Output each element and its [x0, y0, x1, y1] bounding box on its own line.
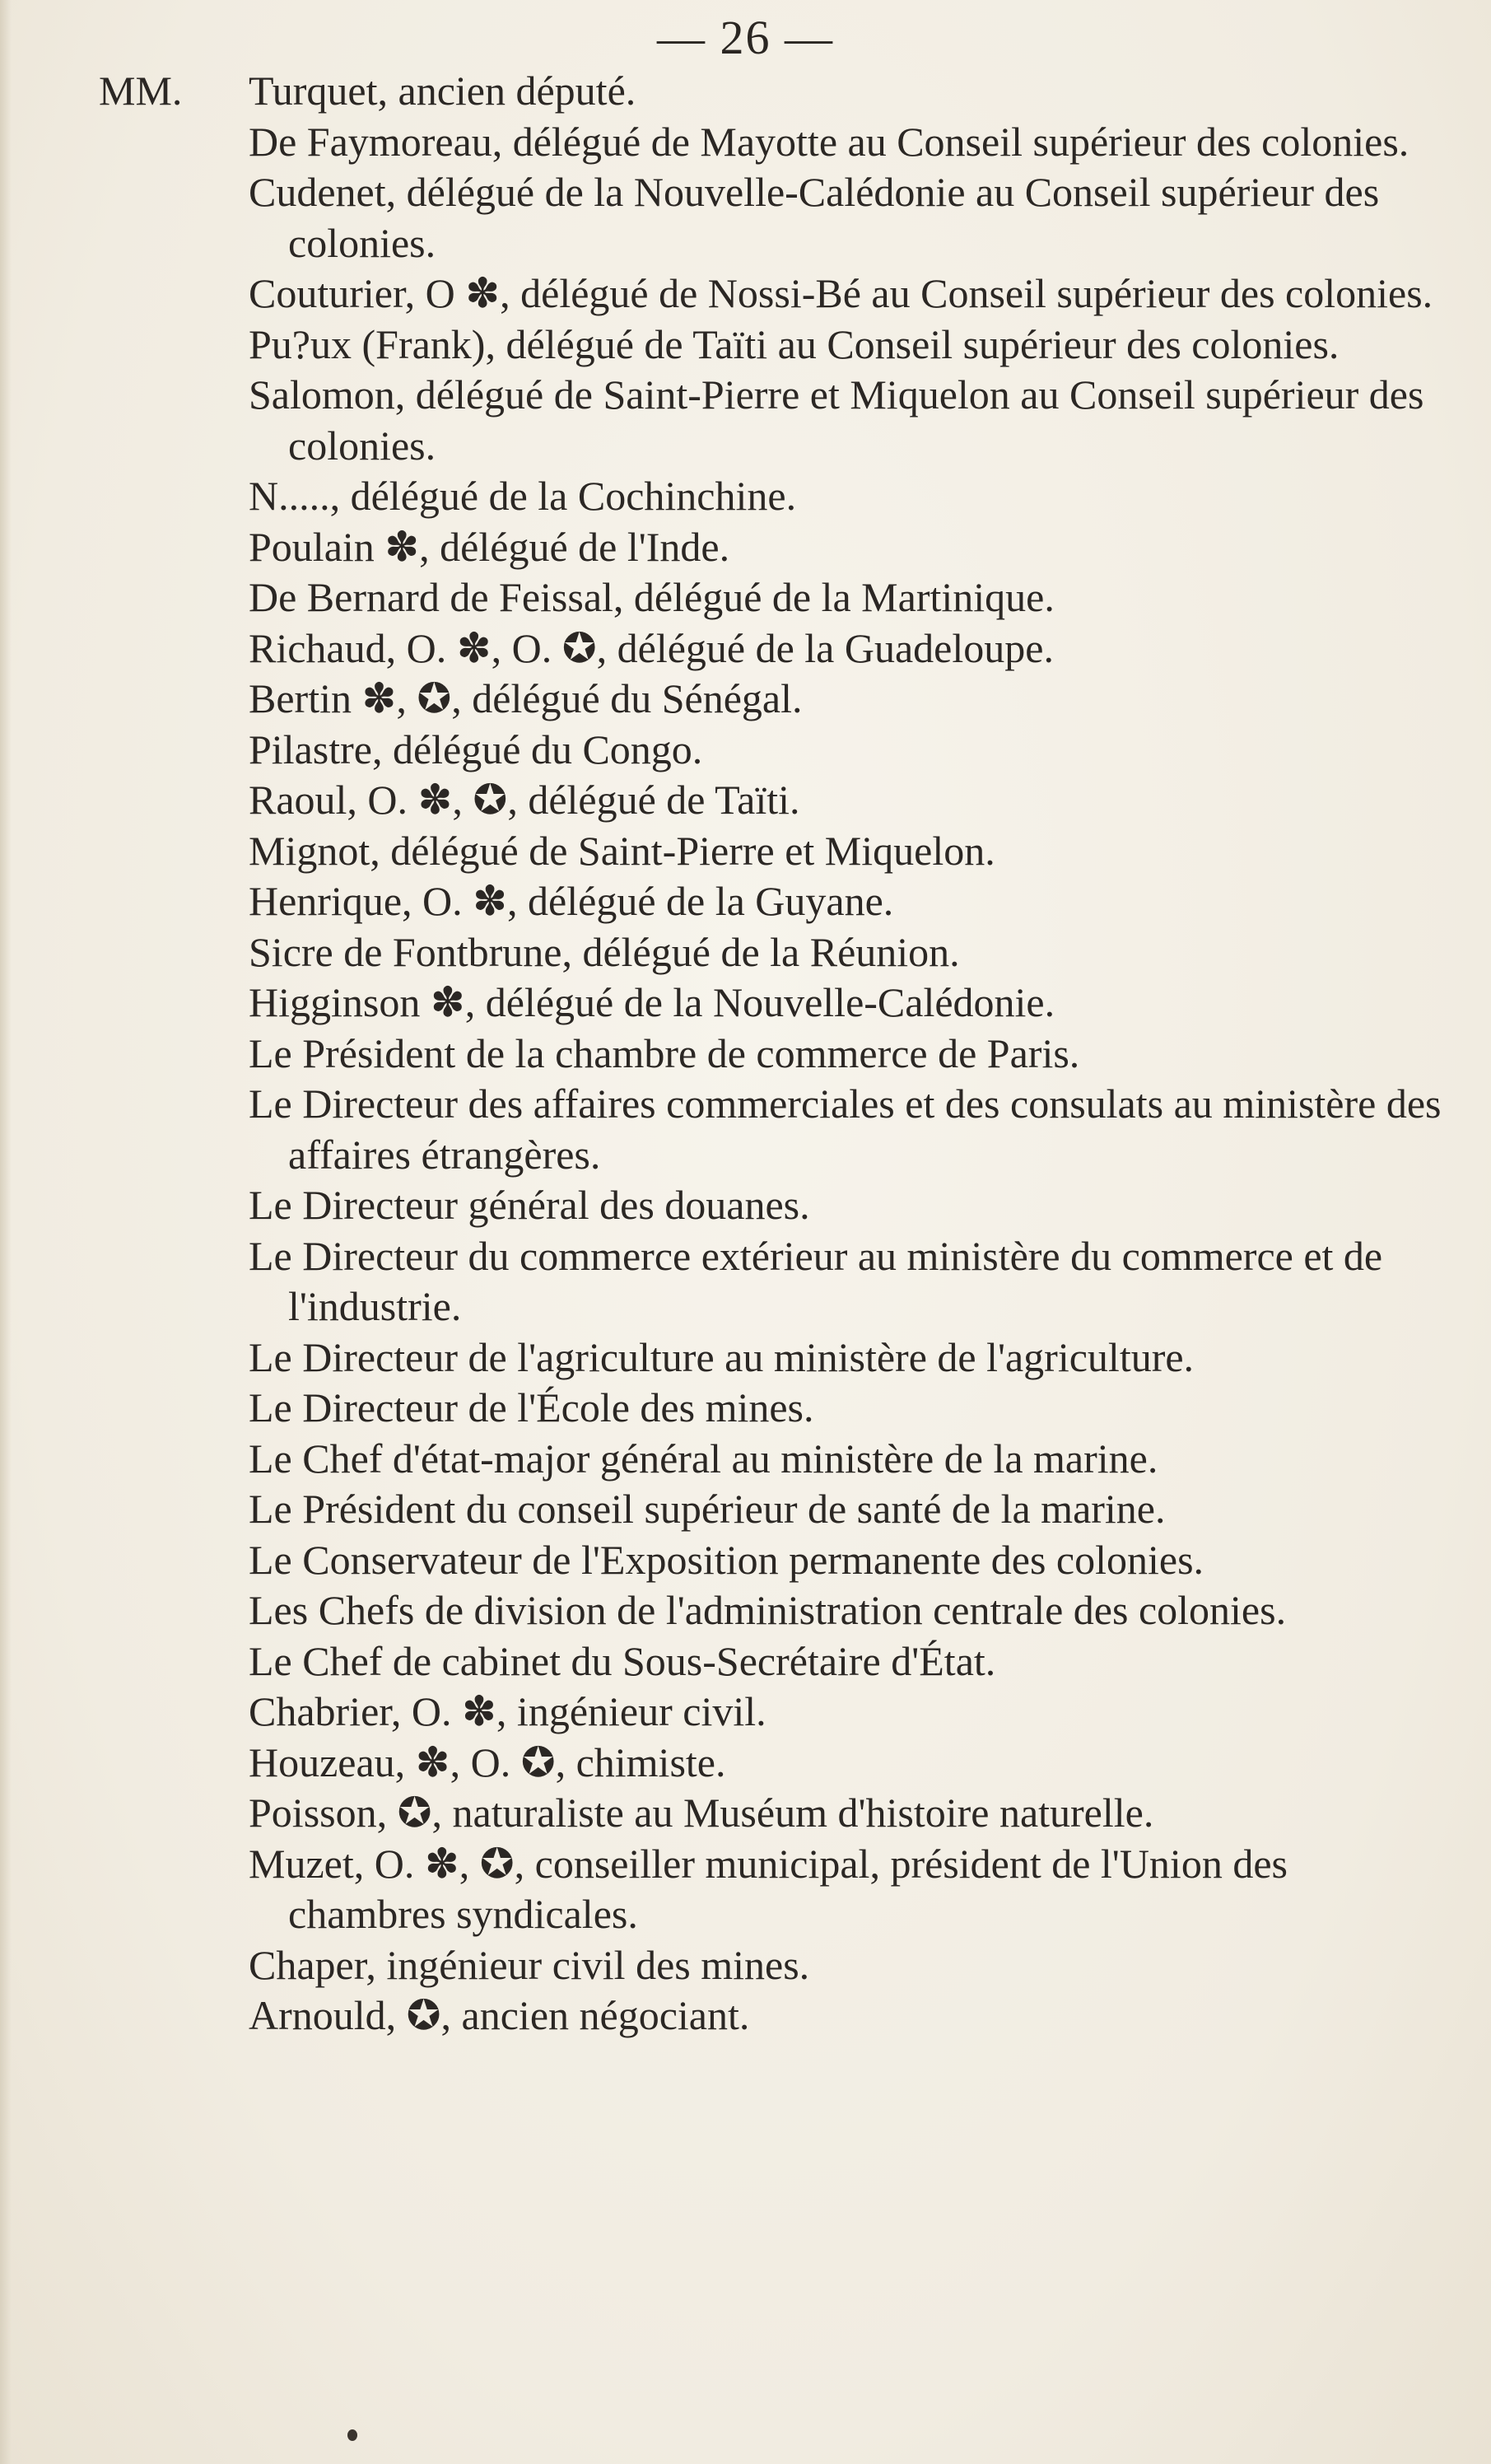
entry-text: Pu?ux (Frank), délégué de Taïti au Conseil supérieur des colonies.	[249, 320, 1340, 367]
list-item	[99, 978, 1449, 1029]
entry-text: Cudenet, délégué de la Nouvelle-Calédonie au Conseil supérieur des colonies.	[249, 169, 1380, 266]
entry-text: Higginson ✽, délégué de la Nouvelle-Calédonie.	[249, 979, 1055, 1025]
list-item	[99, 1029, 1449, 1080]
member-list	[99, 66, 1449, 2042]
list-item	[99, 1687, 1449, 1738]
list-item	[99, 66, 1449, 117]
entry-text: Bertin ✽, ✪, délégué du Sénégal.	[249, 675, 803, 721]
entry-text: Les Chefs de division de l'administration centrale des colonies.	[249, 1587, 1287, 1633]
entry-text: Henrique, O. ✽, délégué de la Guyane.	[249, 878, 894, 924]
entry-text: De Bernard de Feissal, délégué de la Martinique.	[249, 574, 1055, 620]
list-item	[99, 1079, 1449, 1180]
list-item	[99, 320, 1449, 371]
entry-text: Houzeau, ✽, O. ✪, chimiste.	[249, 1738, 726, 1785]
list-prefix: MM.	[99, 68, 183, 114]
list-item	[99, 1636, 1449, 1687]
list-item	[99, 1940, 1449, 1991]
list-item	[99, 725, 1449, 776]
list-item	[99, 1383, 1449, 1434]
list-item	[99, 117, 1449, 168]
list-item	[99, 167, 1449, 268]
entry-text: Richaud, O. ✽, O. ✪, délégué de la Guadeloupe.	[249, 624, 1054, 671]
list-item	[99, 623, 1449, 674]
list-item	[99, 471, 1449, 522]
list-item	[99, 1180, 1449, 1231]
entry-text: Turquet, ancien député.	[249, 68, 636, 114]
list-item	[99, 370, 1449, 471]
list-item	[99, 1484, 1449, 1535]
entry-text: Le Directeur du commerce extérieur au ministère du commerce et de l'industrie.	[249, 1232, 1383, 1329]
entry-text: Le Directeur de l'agriculture au ministère de l'agriculture.	[249, 1333, 1195, 1380]
list-item	[99, 1332, 1449, 1384]
entry-text: Le Directeur des affaires commerciales et des consulats au ministère des affaires étrangères.	[249, 1080, 1442, 1178]
list-item	[99, 826, 1449, 877]
entry-text: Salomon, délégué de Saint-Pierre et Miquelon au Conseil supérieur des colonies.	[249, 371, 1424, 469]
list-item	[99, 1990, 1449, 2042]
entry-text: Poulain ✽, délégué de l'Inde.	[249, 523, 730, 570]
list-item	[99, 674, 1449, 725]
entry-text: Sicre de Fontbrune, délégué de la Réunion.	[249, 928, 960, 975]
entry-text: Le Conservateur de l'Exposition permanente des colonies.	[249, 1536, 1204, 1583]
entry-text: Chabrier, O. ✽, ingénieur civil.	[249, 1688, 766, 1734]
entry-text: Couturier, O ✽, délégué de Nossi-Bé au Conseil supérieur des colonies.	[249, 270, 1433, 316]
list-item	[99, 876, 1449, 927]
list-item	[99, 1434, 1449, 1485]
entry-text: Le Président du conseil supérieur de santé de la marine.	[249, 1486, 1166, 1532]
list-item	[99, 1585, 1449, 1636]
entry-text: Arnould, ✪, ancien négociant.	[249, 1992, 750, 2038]
printer-mark	[347, 2429, 357, 2441]
entry-text: Le Directeur général des douanes.	[249, 1182, 810, 1228]
list-item	[99, 1788, 1449, 1839]
list-item	[99, 1535, 1449, 1586]
entry-text: Le Directeur de l'École des mines.	[249, 1384, 814, 1430]
entry-text: Le Chef de cabinet du Sous-Secrétaire d'État.	[249, 1637, 996, 1684]
entry-text: Mignot, délégué de Saint-Pierre et Miquelon.	[249, 827, 995, 874]
list-item	[99, 572, 1449, 623]
list-item	[99, 1839, 1449, 1940]
entry-text: Poisson, ✪, naturaliste au Muséum d'histoire naturelle.	[249, 1790, 1154, 1836]
entry-text: De Faymoreau, délégué de Mayotte au Conseil supérieur des colonies.	[249, 118, 1409, 165]
list-item	[99, 1231, 1449, 1332]
list-item	[99, 927, 1449, 978]
entry-text: Le Chef d'état-major général au ministère de la marine.	[249, 1435, 1158, 1482]
list-item	[99, 775, 1449, 826]
page-number: — 26 —	[657, 11, 834, 64]
list-item	[99, 522, 1449, 573]
entry-text: Chaper, ingénieur civil des mines.	[249, 1941, 810, 1988]
page-left-edge	[0, 0, 12, 2464]
list-item	[99, 268, 1449, 320]
entry-text: Muzet, O. ✽, ✪, conseiller municipal, président de l'Union des chambres syndicales.	[249, 1840, 1288, 1937]
entry-text: Le Président de la chambre de commerce de Paris.	[249, 1029, 1080, 1076]
entry-text: Raoul, O. ✽, ✪, délégué de Taïti.	[249, 777, 800, 823]
entry-text: Pilastre, délégué du Congo.	[249, 726, 703, 772]
list-item	[99, 1738, 1449, 1789]
entry-text: N....., délégué de la Cochinchine.	[249, 473, 797, 519]
